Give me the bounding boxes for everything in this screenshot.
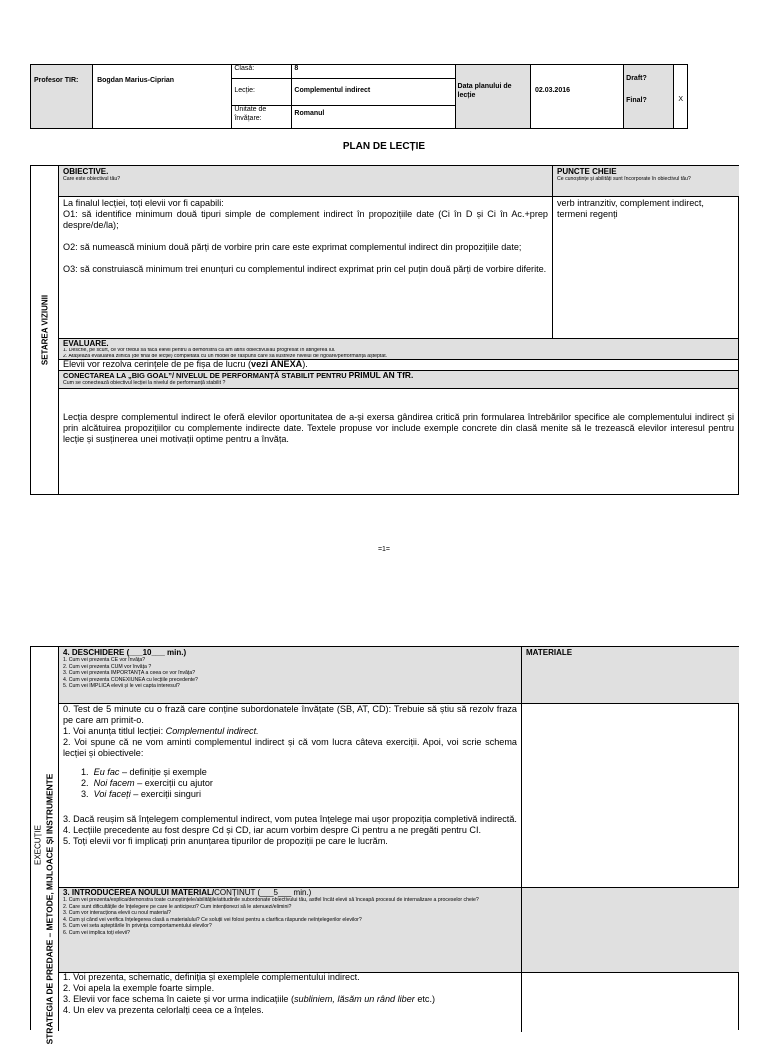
- schema-item-3: 3. Voi faceți – exerciții singuri: [81, 789, 201, 799]
- intro-line-3-italic: subliniem, lăsăm un rând liber: [293, 994, 415, 1004]
- data-label: Data planului de lecție: [457, 83, 512, 99]
- obj-o2: O2: să numească minium două părți de vorbire prin care este exprimat complementul indirect din propozițiile date;: [63, 242, 522, 252]
- introducerea-title-b: CONȚINUT (___5___ min.): [214, 888, 312, 897]
- deschidere-header: [59, 647, 521, 704]
- unitate-value: Romanul: [294, 110, 325, 117]
- evaluare-text-b: vezi ANEXA: [251, 359, 303, 369]
- deschidere-line-4: 4. Lecțiile precedente au fost despre Cd și CD, iar acum vorbim despre Ci pentru a ne pregăti pentru CI.: [63, 825, 482, 835]
- materiale-body-1: [521, 704, 739, 887]
- deschidere-note-2: 2. Cum vei prezenta CUM vor învăța ?: [63, 663, 152, 670]
- conectarea-title-b: PRIMUL AN TfR.: [348, 370, 414, 380]
- deschidere-note-1: 1. Cum vei prezenta CE vor învăța?: [63, 657, 146, 663]
- schema-list: [63, 767, 517, 800]
- data-value: 02.03.2016: [534, 87, 571, 94]
- deschidere-line-1-title: Complementul indirect.: [165, 726, 259, 736]
- deschidere-note-3: 3. Cum vei prezenta IMPORTANȚA a ceea ce vor învăța?: [63, 670, 196, 677]
- deschidere-line-5: 5. Toți elevii vor fi implicați prin anunțarea tipurilor de propoziții pe care le lucrăm.: [63, 836, 388, 846]
- side-label-vision-text: SETAREA VIZIUNII: [40, 294, 49, 366]
- lectie-label: Lecție:: [232, 79, 291, 106]
- final-label: Final?: [626, 97, 647, 104]
- puncte-body: [552, 197, 738, 338]
- conectarea-text: Lecția despre complementul indirect le oferă elevilor oportunitatea de a-și exersa gândirea critică prin formularea întrebărilor specifice ale complementului indirect și prin alcătuirea propozițiilor cu complemente indirecte date. Textele propuse vor include exemple concrete din clasă menite să le trezească elevilor interesul pentru lecție și susținerea unei motivații optime pentru a învăța.: [63, 412, 734, 444]
- obiective-title: OBIECTIVE.: [63, 167, 109, 176]
- materiale-body-2: [521, 972, 739, 1032]
- introducerea-note-6: 6. Cum vei implica toți elevii?: [63, 929, 130, 936]
- profesor-name: Bogdan Marius-Ciprian: [97, 77, 175, 84]
- strategy-section: [30, 646, 739, 1044]
- deschidere-note-5: 5. Cum vei IMPLICA elevii și le vei capta interesul?: [63, 683, 180, 690]
- obj-o3: O3: să construiască minimum trei enunțuri cu complementul indirect exprimat prin cel puțin două părți de vorbire diferite.: [63, 264, 547, 274]
- deschidere-line-1: 1. Voi anunța titlul lecției:: [63, 726, 166, 736]
- introducerea-header: [59, 887, 521, 973]
- introducerea-note-3: 3. Cum vor interacționa elevii cu noul material?: [63, 910, 171, 917]
- obiective-sub: Care este obiectivul tău?: [63, 176, 121, 182]
- intro-line-2: 2. Voi apela la exemple foarte simple.: [63, 983, 215, 993]
- intro-line-4: 4. Un elev va prezenta celorlalți ceea ce a înțeles.: [63, 1005, 264, 1015]
- evaluare-note2: 2. Atașează evaluarea zilnică (de final de lecție) completată cu un model de răspuns care să ilustreze nivelul de rigoare/performanță așteptat.: [63, 353, 388, 359]
- side-label-top: EXECUȚIE: [33, 824, 43, 866]
- introducerea-title-a: 3. INTRODUCEREA NOULUI MATERIAL/: [63, 888, 215, 897]
- obj-intro: La finalul lecției, toți elevii vor fi capabili:: [63, 198, 224, 208]
- deschidere-line-3: 3. Dacă reușim să înțelegem complementul indirect, vom putea înțelege mai ușor propoziția completivă indirectă.: [63, 814, 517, 824]
- deschidere-note-4: 4. Cum vei prezenta CONEXIUNEA cu lecțiile precedente?: [63, 676, 198, 683]
- puncte-title: PUNCTE CHEIE: [557, 167, 617, 176]
- intro-line-3-end: etc.): [414, 994, 436, 1004]
- introducerea-note-5: 5. Cum vei seta așteptările în privința comportamentului elevilor?: [63, 923, 212, 930]
- page-title: PLAN DE LECȚIE: [342, 141, 426, 152]
- obj-o1: O1: să identifice minimum două tipuri simple de complement indirect în propozițiile date (Ci în D și Ci în Ac.+prep despre/de/la);: [63, 209, 548, 230]
- obiective-body: [59, 197, 552, 338]
- evaluare-title: EVALUARE.: [63, 339, 109, 348]
- puncte-sub: Ce cunoștințe și abilități sunt încorporate în obiectivul tău?: [557, 176, 691, 182]
- vision-section: [30, 165, 739, 495]
- page-number: =1=: [377, 546, 391, 553]
- schema-item-2: 2. Noi facem – exerciții cu ajutor: [81, 778, 213, 788]
- draft-label: Draft?: [626, 75, 647, 82]
- conectarea-title-a: CONECTAREA LA „BIG GOAL”/ NIVELUL DE PERFORMANȚĂ STABILIT PENTRU: [63, 371, 349, 380]
- evaluare-text-c: ).: [302, 359, 308, 369]
- intro-line-3: 3. Elevii vor face schema în caiete și vor urma indicațiile (: [63, 994, 294, 1004]
- lectie-value: Complementul indirect: [292, 79, 454, 106]
- introducerea-body: [59, 972, 521, 1032]
- puncte-header: [552, 166, 739, 197]
- unitate-label: Unitate de învățare:: [234, 106, 267, 122]
- materiale-header-2: [521, 887, 739, 973]
- introducerea-note-1: 1. Cum vei prezenta/explica/demonstra toate cunoștințele/abilitățile/atitudinile subordonate obiectivului tău, astfel încât elevii să înceapă procesul de internalizare a proceselor cheie?: [63, 897, 479, 903]
- side-label-strategy-text: STRATEGIA DE PREDARE – METODE, MIJLOACE ȘI INSTRUMENTE: [44, 773, 55, 1044]
- final-value: X: [678, 96, 683, 103]
- conectarea-header: [59, 370, 738, 389]
- intro-line-1: 1. Voi prezenta, schematic, definiția și exemplele complementului indirect.: [63, 972, 360, 982]
- side-label-vision: [31, 166, 59, 494]
- schema-item-1: 1. Eu fac – definiție și exemple: [81, 767, 207, 777]
- deschidere-line-2: 2. Voi spune că ne vom aminti complementul indirect și că vom lucra câteva exerciții. Apoi, voi scrie schema lecției și obiectivele:: [63, 737, 517, 758]
- clasa-label: Clasă:: [232, 65, 291, 79]
- materiale-title: MATERIALE: [526, 648, 573, 657]
- materiale-header: [521, 647, 739, 704]
- evaluare-header: [59, 338, 738, 360]
- obiective-header: [59, 166, 552, 197]
- header-table: [30, 64, 688, 129]
- puncte-text: verb intranzitiv, complement indirect, termeni regenți: [557, 198, 704, 219]
- deschidere-title: 4. DESCHIDERE (___10___ min.): [63, 648, 187, 657]
- conectarea-sub: Cum se conectează obiectivul lecției la nivelul de performanță stabilit ?: [63, 380, 226, 386]
- side-label-strategy: [31, 647, 59, 1044]
- evaluare-text-a: Elevii vor rezolva cerințele de pe fișa de lucru (: [63, 359, 252, 369]
- conectarea-body: [59, 388, 738, 494]
- introducerea-note-4: 4. Cum și când vei verifica înțelegerea clasă a materialului? Ce soluții vei folosi pentru a clarifica răspunde neînțelegerilor elevilor?: [63, 916, 362, 923]
- introducerea-note-2: 2. Care sunt dificultățile de înțelegere pe care le anticipezi? Cum intenționezi să le atenuezi/elimini?: [63, 903, 292, 910]
- clasa-value: 8: [292, 65, 454, 79]
- evaluare-note1: 1. Descrie, pe scurt, ce vor trebui să facă elevii pentru a demonstra că am atins obiectivul/au progresat în atingerea lui.: [63, 348, 336, 353]
- evaluare-body: [59, 359, 738, 370]
- deschidere-line-0: 0. Test de 5 minute cu o frază care conține subordonatele învățate (SB, AT, CD): Trebuie să știu să rezolv fraza pe care am primit-o.: [63, 704, 517, 725]
- profesor-label: Profesor TIR:: [34, 77, 79, 84]
- deschidere-body: [59, 704, 521, 887]
